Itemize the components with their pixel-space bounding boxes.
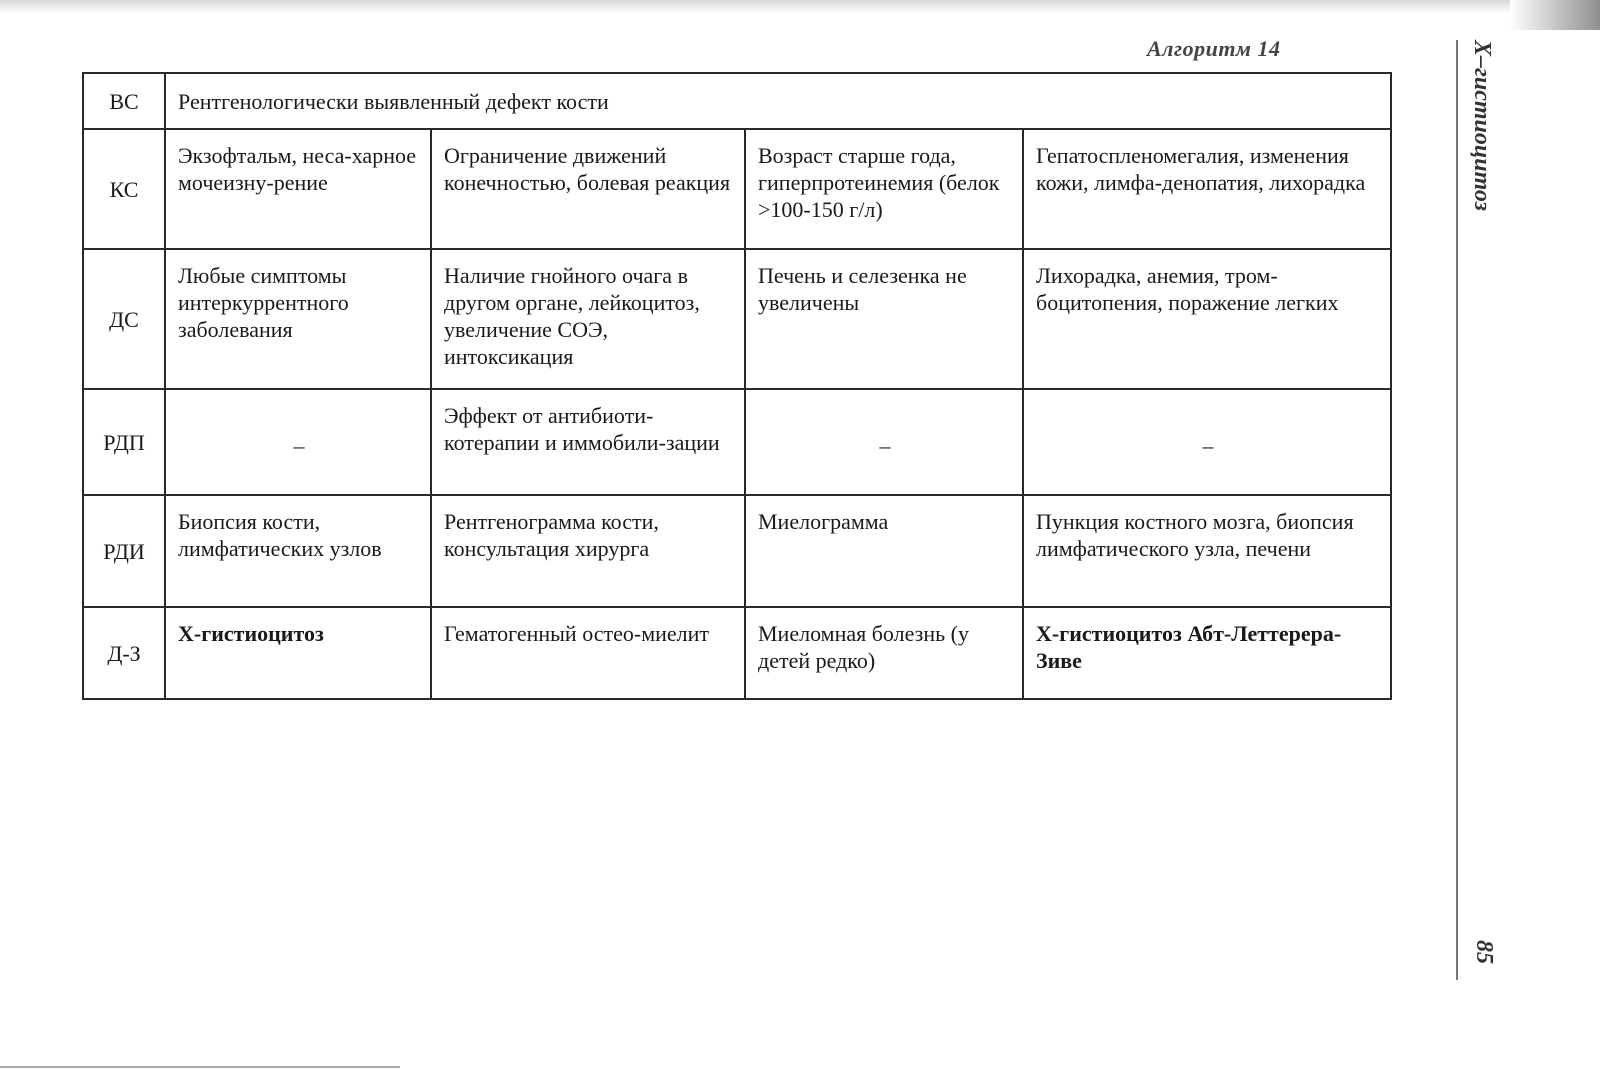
cell-ks-2: Ограничение движений конечностью, болевая реакция [431, 129, 745, 249]
cell-ks-4: Гепатоспленомегалия, изменения кожи, лимфа-денопатия, лихорадка [1023, 129, 1391, 249]
side-title: Х–гистиоцитоз [1469, 40, 1495, 211]
side-divider [1456, 40, 1458, 980]
cell-ds-2: Наличие гнойного очага в другом органе, лейкоцитоз, увеличение СОЭ, интоксикация [431, 249, 745, 389]
cell-dz-3: Миеломная болезнь (у детей редко) [745, 607, 1023, 699]
table-row-rdi [83, 495, 1391, 607]
cell-ds-1: Любые симптомы интеркуррентного заболевания [165, 249, 431, 389]
row-label-dz: Д-З [83, 607, 165, 699]
cell-ks-1: Экзофтальм, неса-харное мочеизну-рение [165, 129, 431, 249]
page-number: 85 [1471, 940, 1497, 964]
bottom-rule [0, 1066, 400, 1068]
cell-rdp-1: – [165, 389, 431, 495]
cell-ds-3: Печень и селезенка не увеличены [745, 249, 1023, 389]
table-row-ks [83, 129, 1391, 249]
page-top-shadow [0, 0, 1600, 14]
algorithm-table [82, 72, 1392, 700]
cell-rdp-3: – [745, 389, 1023, 495]
row-label-vs: ВС [83, 73, 165, 129]
cell-dz-1: Х-гистиоцитоз [165, 607, 431, 699]
row-label-rdp: РДП [83, 389, 165, 495]
page-corner-shadow [1510, 0, 1600, 30]
table-row-rdp [83, 389, 1391, 495]
cell-vs-text: Рентгенологически выявленный дефект кости [165, 73, 1391, 129]
table-row-ds [83, 249, 1391, 389]
table-row-dz [83, 607, 1391, 699]
cell-rdi-1: Биопсия кости, лимфатических узлов [165, 495, 431, 607]
cell-dz-2: Гематогенный остео-миелит [431, 607, 745, 699]
cell-rdi-4: Пункция костного мозга, биопсия лимфатического узла, печени [1023, 495, 1391, 607]
cell-rdi-3: Миелограмма [745, 495, 1023, 607]
cell-rdp-4: – [1023, 389, 1391, 495]
row-label-ks: КС [83, 129, 165, 249]
table-row-vs [83, 73, 1391, 129]
cell-dz-4: Х-гистиоцитоз Абт-Леттерера-Зиве [1023, 607, 1391, 699]
row-label-rdi: РДИ [83, 495, 165, 607]
cell-ks-3: Возраст старше года, гиперпротеинемия (белок >100-150 г/л) [745, 129, 1023, 249]
row-label-ds: ДС [83, 249, 165, 389]
cell-ds-4: Лихорадка, анемия, тром-боцитопения, поражение легких [1023, 249, 1391, 389]
running-header: Алгоритм 14 [1147, 36, 1281, 61]
cell-rdp-2: Эффект от антибиоти-котерапии и иммобили-зации [431, 389, 745, 495]
cell-rdi-2: Рентгенограмма кости, консультация хирурга [431, 495, 745, 607]
